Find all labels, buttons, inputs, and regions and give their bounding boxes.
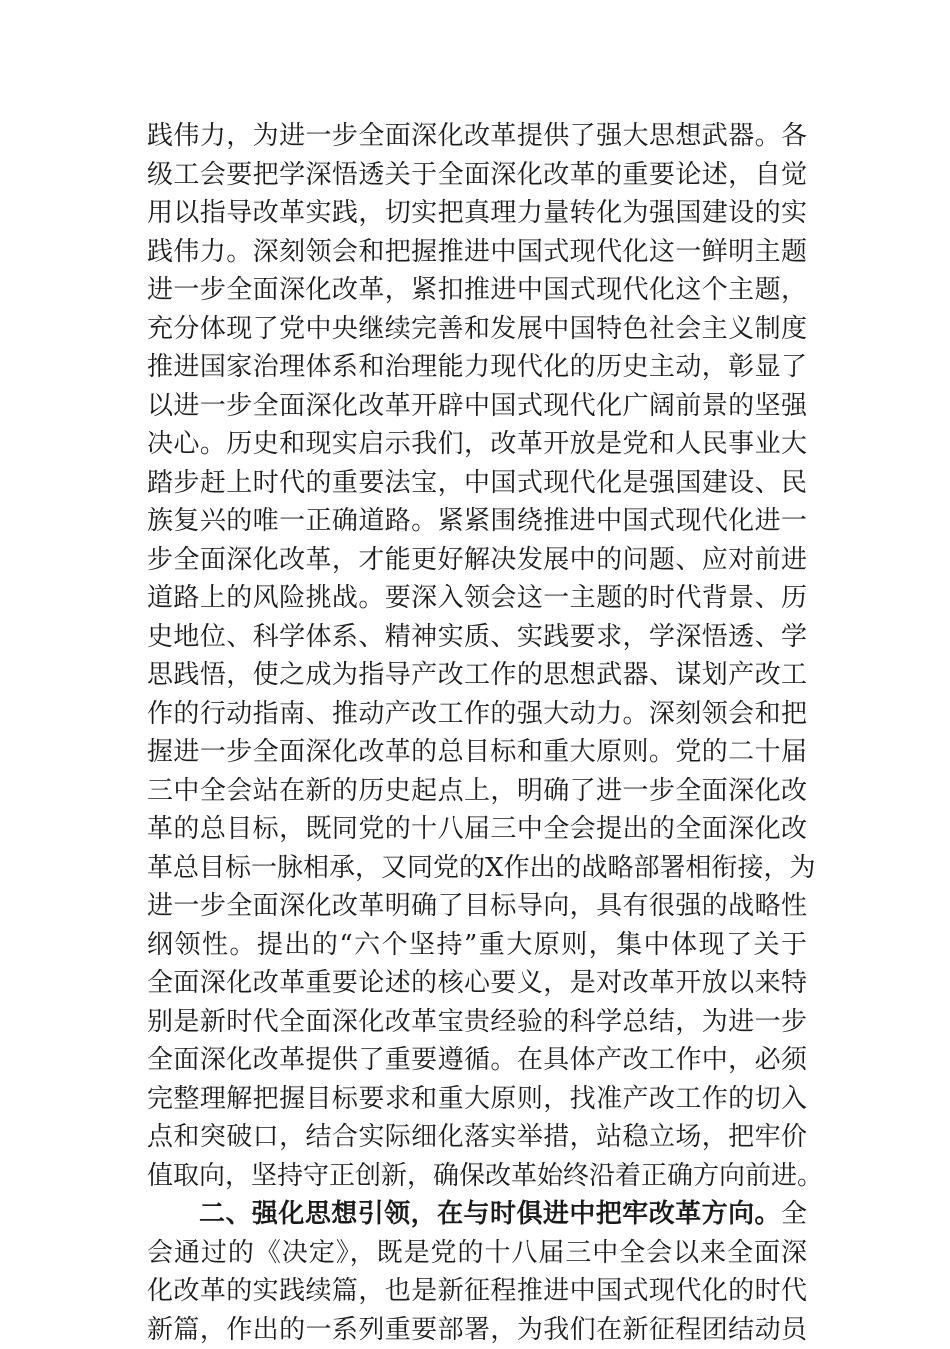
paragraph-line: 史地位、科学体系、精神实质、实践要求，学深悟透、学 [147, 618, 807, 657]
paragraph-line: 级工会要把学深悟透关于全面深化改革的重要论述，自觉 [147, 156, 807, 195]
paragraph-line: 完整理解把握目标要求和重大原则，找准产改工作的切入 [147, 1080, 807, 1119]
paragraph-line: 点和突破口，结合实际细化落实举措，站稳立场，把牢价 [147, 1118, 807, 1157]
paragraph-line: 别是新时代全面深化改革宝贵经验的科学总结，为进一步 [147, 1003, 807, 1042]
paragraph-line: 决心。历史和现实启示我们，改革开放是党和人民事业大 [147, 425, 807, 464]
paragraph-line: 族复兴的唯一正确道路。紧紧围绕推进中国式现代化进一 [147, 502, 807, 541]
paragraph-line: 践伟力，为进一步全面深化改革提供了强大思想武器。各 [147, 117, 807, 156]
paragraph-line: 用以指导改革实践，切实把真理力量转化为强国建设的实 [147, 194, 807, 233]
paragraph-line: 踏步赶上时代的重要法宝，中国式现代化是强国建设、民 [147, 464, 807, 503]
paragraph-line: 纲领性。提出的“六个坚持”重大原则，集中体现了关于 [147, 926, 807, 965]
paragraph-line: 作的行动指南、推动产改工作的强大动力。深刻领会和把 [147, 695, 807, 734]
paragraph-line: 全面深化改革重要论述的核心要义，是对改革开放以来特 [147, 964, 807, 1003]
section-heading: 二、强化思想引领，在与时俱进中把牢改革方向。 [199, 1199, 781, 1229]
paragraph-line: 进一步全面深化改革，紧扣推进中国式现代化这个主题， [147, 271, 807, 310]
paragraph-text: 全 [781, 1199, 807, 1229]
paragraph-line: 践伟力。深刻领会和把握推进中国式现代化这一鲜明主题 [147, 233, 807, 272]
paragraph-line: 革的总目标，既同党的十八届三中全会提出的全面深化改 [147, 810, 807, 849]
paragraph-line: 会通过的《决定》，既是党的十八届三中全会以来全面深 [147, 1234, 807, 1273]
paragraph-line: 以进一步全面深化改革开辟中国式现代化广阔前景的坚强 [147, 387, 807, 426]
paragraph-line: 思践悟，使之成为指导产改工作的思想武器、谋划产改工 [147, 656, 807, 695]
paragraph-line: 革总目标一脉相承，又同党的X作出的战略部署相衔接，为 [147, 849, 807, 888]
paragraph-line: 化改革的实践续篇，也是新征程推进中国式现代化的时代 [147, 1272, 807, 1311]
paragraph-line: 进一步全面深化改革明确了目标导向，具有很强的战略性 [147, 887, 807, 926]
paragraph-line: 推进国家治理体系和治理能力现代化的历史主动，彰显了 [147, 348, 807, 387]
paragraph-line: 握进一步全面深化改革的总目标和重大原则。党的二十届 [147, 733, 807, 772]
paragraph-line: 三中全会站在新的历史起点上，明确了进一步全面深化改 [147, 772, 807, 811]
paragraph-line: 道路上的风险挑战。要深入领会这一主题的时代背景、历 [147, 579, 807, 618]
paragraph-line: 充分体现了党中央继续完善和发展中国特色社会主义制度 [147, 310, 807, 349]
document-page [147, 117, 807, 1349]
paragraph-line: 全面深化改革提供了重要遵循。在具体产改工作中，必须 [147, 1041, 807, 1080]
paragraph-line: 新篇，作出的一系列重要部署，为我们在新征程团结动员 [147, 1311, 807, 1349]
section-heading-line [147, 1195, 807, 1234]
paragraph-line: 步全面深化改革，才能更好解决发展中的问题、应对前进 [147, 541, 807, 580]
paragraph-line: 值取向，坚持守正创新，确保改革始终沿着正确方向前进。 [147, 1157, 807, 1196]
